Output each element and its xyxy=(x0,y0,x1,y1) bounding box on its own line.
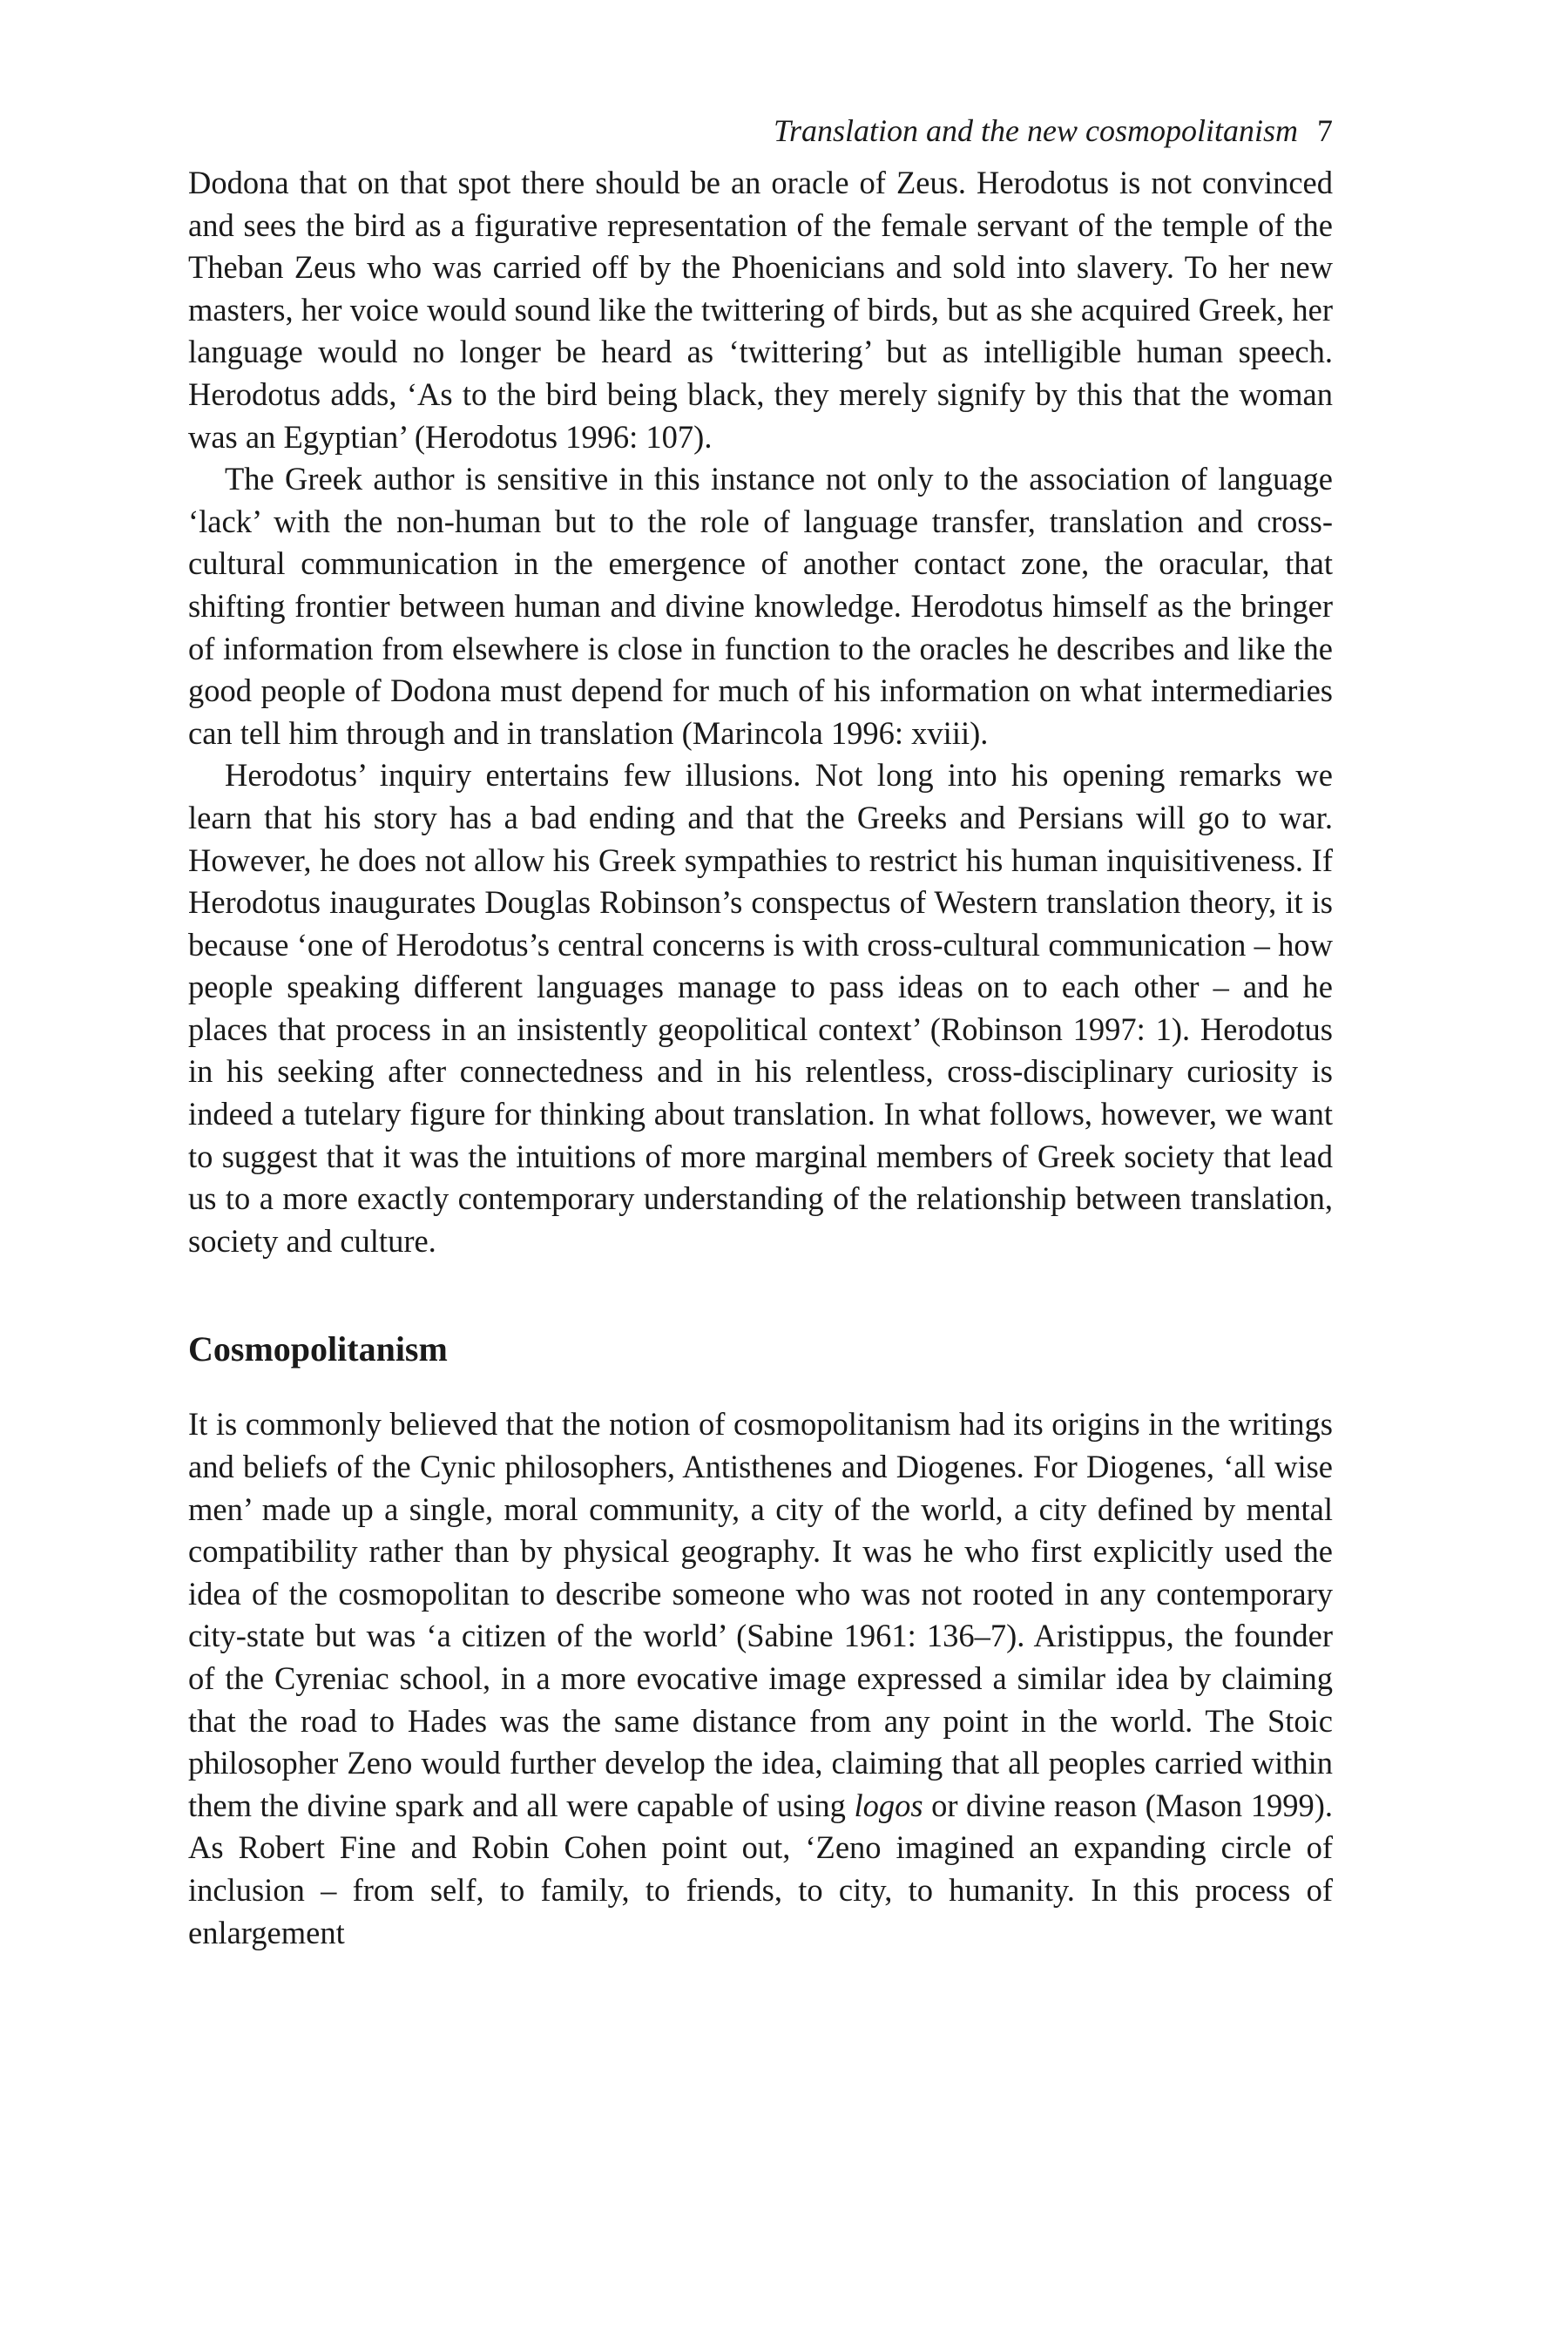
page-number: 7 xyxy=(1317,113,1333,148)
section-paragraph-text-2: or divine reason (Mason 1999). As Robert Fine and Robin Cohen point out, ‘Zeno imagined an expanding circle of inclusion – from self, to family, to friends, to city, to humanity. In this process of enlargement xyxy=(188,1787,1333,1950)
italic-term: logos xyxy=(854,1787,923,1823)
paragraph: Herodotus’ inquiry entertains few illusions. Not long into his opening remarks we learn that his story has a bad ending and that the Greeks and Persians will go to war. However, he does not allow his Greek sympathies to restrict his human inquisitiveness. If Herodotus inaugurates Douglas Robinson’s conspectus of Western translation theory, it is because ‘one of Herodotus’s central concerns is with cross-cultural communication – how people speaking different languages manage to pass ideas on to each other – and he places that process in an insistently geopolitical context’ (Robinson 1997: 1). Herodotus in his seeking after connectedness and in his relentless, cross-disciplinary curiosity is indeed a tutelary figure for thinking about translation. In what follows, however, we want to suggest that it was the intuitions of more marginal members of Greek society that lead us to a more exactly contemporary understanding of the relationship between translation, society and culture. xyxy=(188,757,1333,1259)
paragraph: The Greek author is sensitive in this instance not only to the association of language ‘lack’ with the non-human but to the role of language transfer, translation and cross-cultural communication in the emergence of another contact zone, the oracular, that shifting frontier between human and divine knowledge. Herodotus himself as the bringer of information from elsewhere is close in function to the oracles he describes and like the good people of Dodona must depend for much of his information on what intermediaries can tell him through and in translation (Marincola 1996: xviii). xyxy=(188,461,1333,751)
running-head-title: Translation and the new cosmopolitanism xyxy=(773,113,1298,148)
section-paragraph xyxy=(188,1403,1333,1954)
section-heading: Cosmopolitanism xyxy=(188,1329,448,1369)
paragraph-continued: Dodona that on that spot there should be an oracle of Zeus. Herodotus is not convinced and sees the bird as a figurative representation of the female servant of the temple of the Theban Zeus who was carried off by the Phoenicians and sold into slavery. To her new masters, her voice would sound like the twittering of birds, but as she acquired Greek, her language would no longer be heard as ‘twittering’ but as intelligible human speech. Herodotus adds, ‘As to the bird being black, they merely signify by this that the woman was an Egyptian’ (Herodotus 1996: 107). xyxy=(188,165,1333,455)
book-page xyxy=(188,110,1333,1954)
section-paragraph-text-1: It is commonly believed that the notion of cosmopolitanism had its origins in the writings and beliefs of the Cynic philosophers, Antisthenes and Diogenes. For Diogenes, ‘all wise men’ made up a single, moral community, a city of the world, a city defined by mental compatibility rather than by physical geography. It was he who first explicitly used the idea of the cosmopolitan to describe someone who was not rooted in any contemporary city-state but was ‘a citizen of the world’ (Sabine 1961: 136–7). Aristippus, the founder of the Cyreniac school, in a more evocative image expressed a similar idea by claiming that the road to Hades was the same distance from any point in the world. The Stoic philosopher Zeno would further develop the idea, claiming that all peoples carried within them the divine spark and all were capable of using xyxy=(188,1406,1333,1823)
running-head xyxy=(188,110,1333,152)
